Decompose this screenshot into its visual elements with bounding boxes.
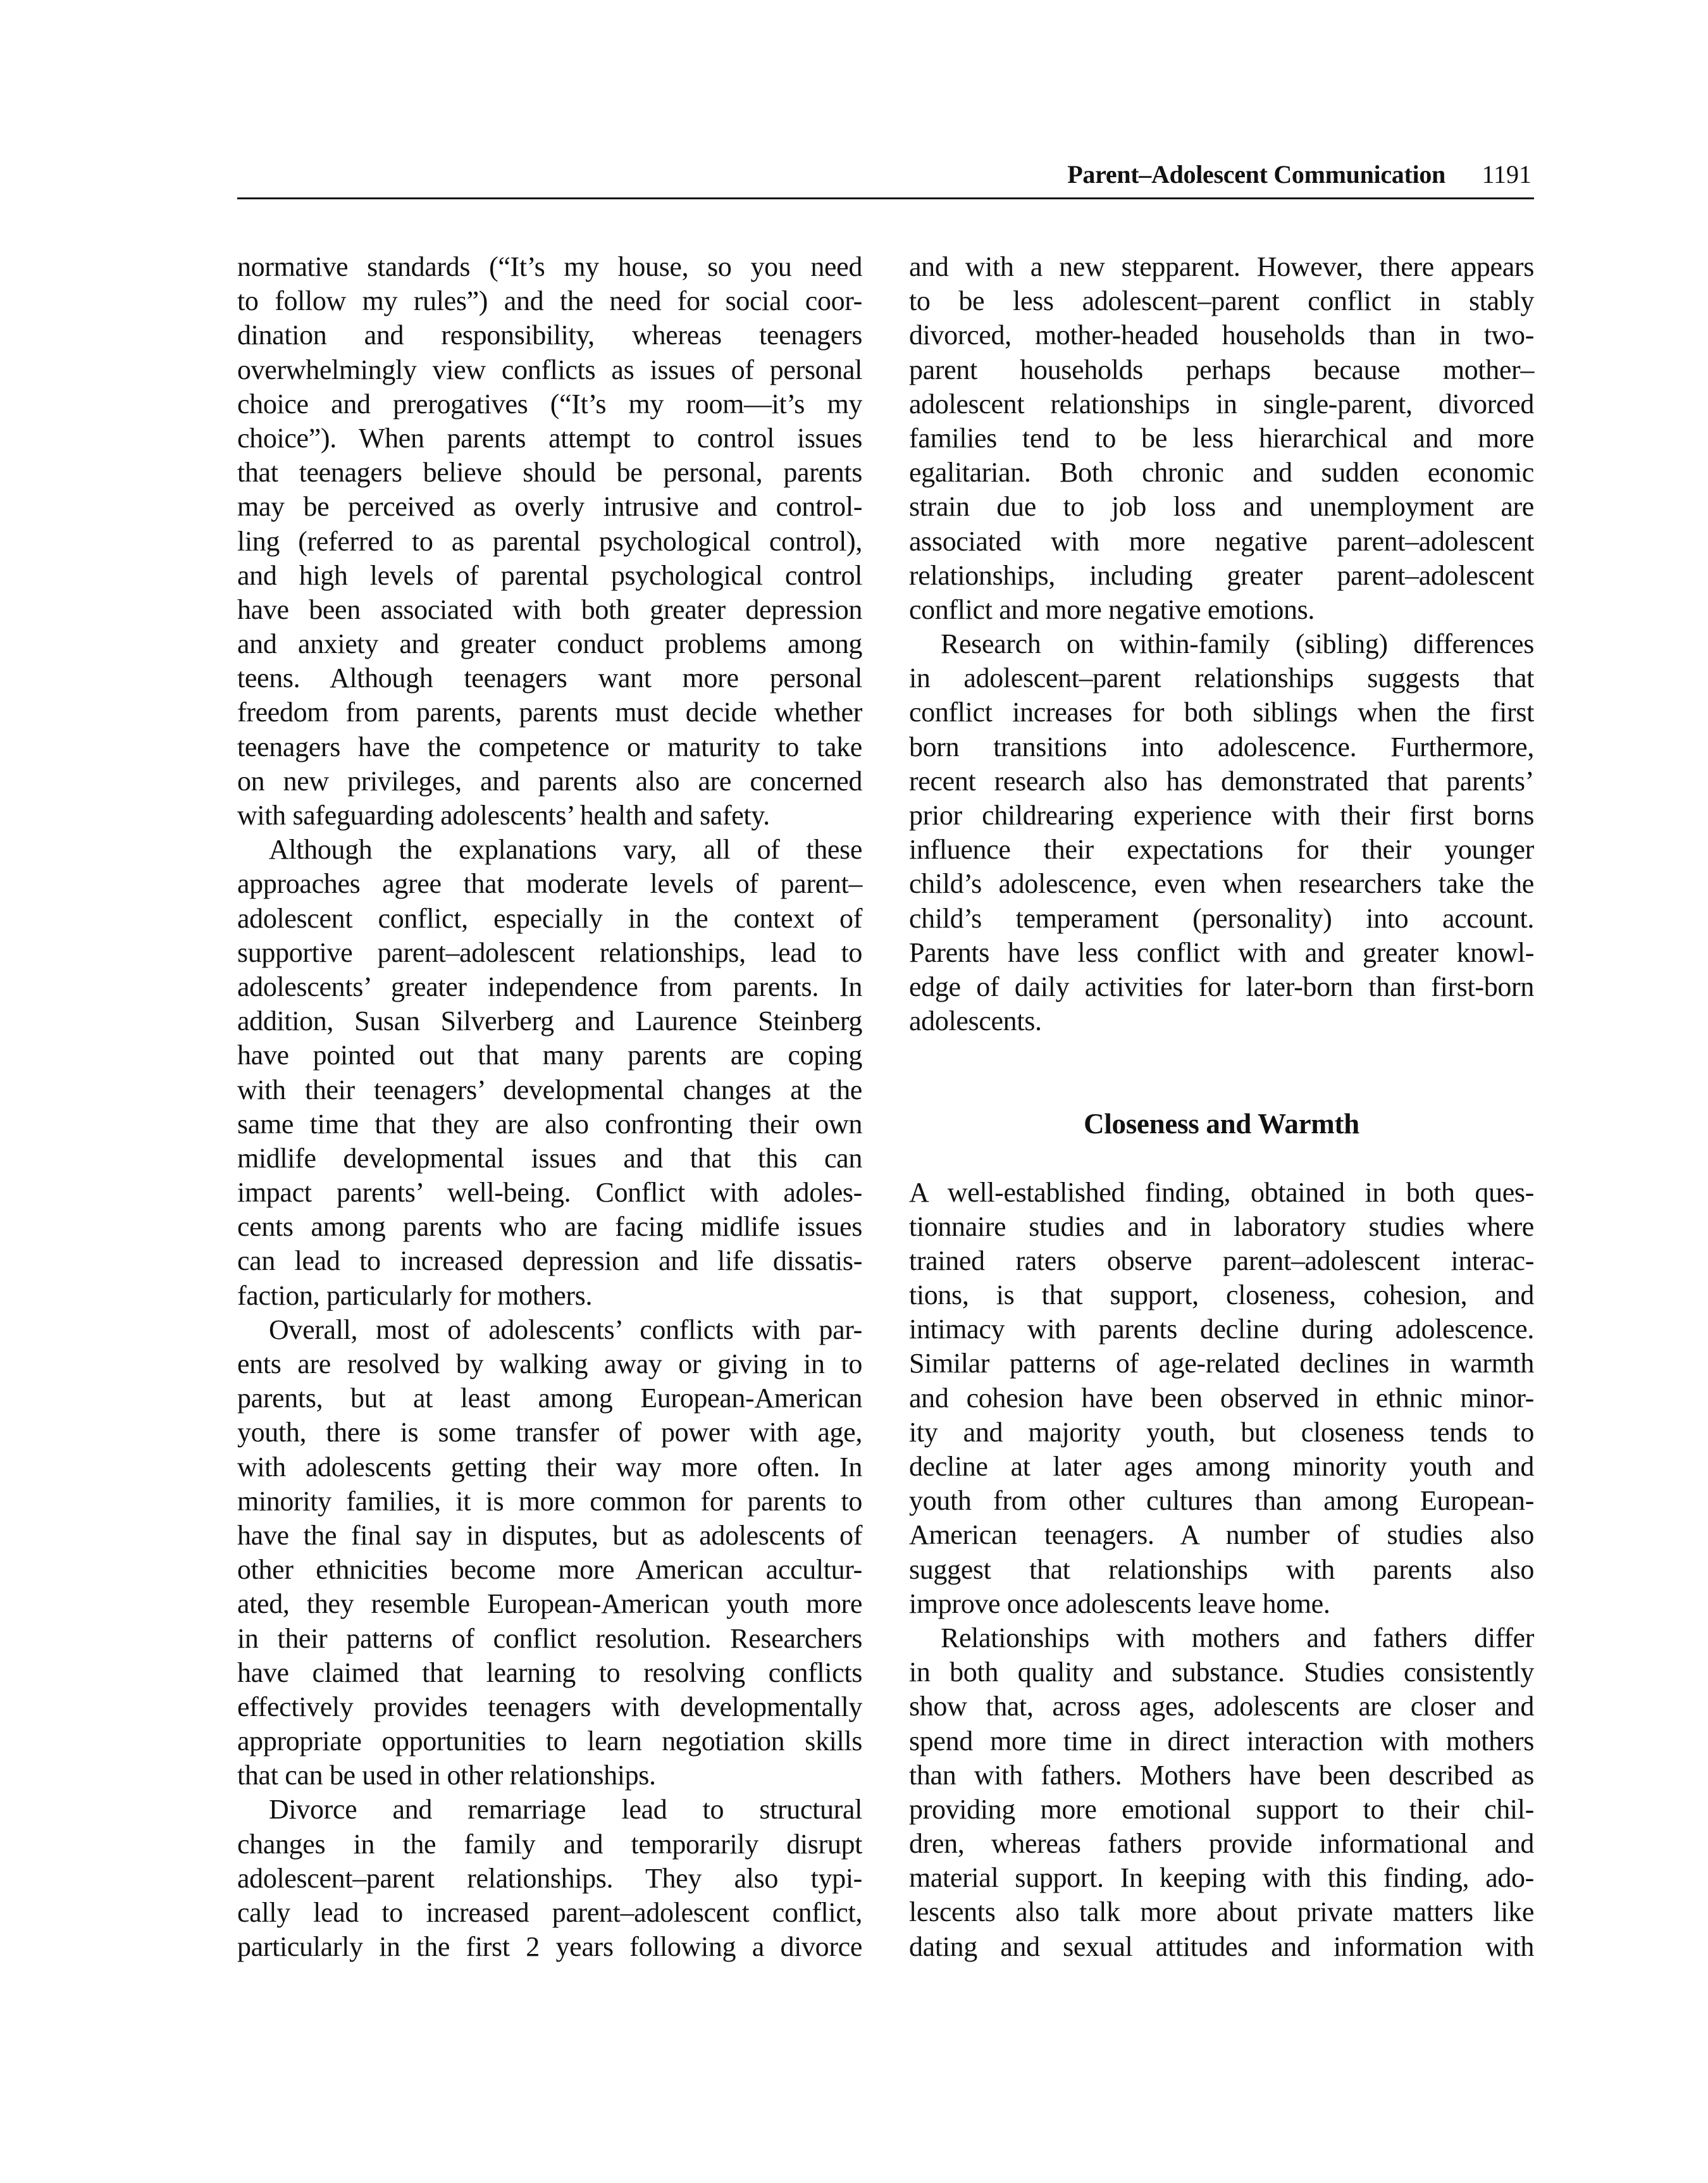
text-line-content: cents among parents who are facing midlife issues (237, 1211, 862, 1243)
text-line-content: dination and responsibility, whereas teenagers (237, 320, 862, 351)
text-line (237, 1004, 862, 1038)
text-line (909, 1621, 1534, 1655)
text-line (237, 490, 862, 524)
text-line-content: that can be used in other relationships. (237, 1760, 656, 1791)
text-line (909, 456, 1534, 490)
text-line (237, 1176, 862, 1210)
text-line-content: ity and majority youth, but closeness tends to (909, 1416, 1534, 1448)
text-line-content: youth from other cultures than among European- (909, 1485, 1534, 1517)
text-line (237, 867, 862, 901)
text-line (237, 970, 862, 1004)
text-line (237, 1690, 862, 1724)
text-line-content: may be perceived as overly intrusive and control- (237, 491, 862, 523)
section-heading: Closeness and Warmth (1084, 1108, 1359, 1140)
text-line (237, 1656, 862, 1690)
text-line (237, 1381, 862, 1415)
text-line-content: Relationships with mothers and fathers differ (941, 1622, 1534, 1653)
text-line-content: in their patterns of conflict resolution. Researchers (237, 1622, 862, 1654)
text-line (237, 250, 862, 284)
text-line-content: teens. Although teenagers want more personal (237, 662, 862, 694)
text-line (909, 1930, 1534, 1964)
text-line (237, 1347, 862, 1381)
text-line-content: impact parents’ well-being. Conflict with adoles- (237, 1177, 862, 1209)
text-line-content: American teenagers. A number of studies also (909, 1519, 1534, 1551)
text-line (237, 730, 862, 764)
text-line-content: recent research also has demonstrated that parents’ (909, 765, 1534, 797)
text-line (909, 1210, 1534, 1244)
text-line-content: in adolescent–parent relationships suggests that (909, 662, 1534, 694)
text-line (909, 1312, 1534, 1346)
text-line-content: improve once adolescents leave home. (909, 1588, 1330, 1619)
text-line (237, 1896, 862, 1930)
paragraph (237, 250, 862, 833)
text-line-content: conflict increases for both siblings when the first (909, 697, 1534, 728)
text-line-content: and anxiety and greater conduct problems among (237, 628, 862, 660)
text-line (909, 421, 1534, 456)
text-line (909, 1278, 1534, 1312)
text-line (909, 1861, 1534, 1895)
text-line (909, 1895, 1534, 1929)
text-line-content: Although the explanations vary, all of these (269, 834, 862, 866)
text-line-content: A well-established finding, obtained in both ques- (909, 1176, 1534, 1208)
text-line-content: approaches agree that moderate levels of parent– (237, 868, 862, 900)
text-line (237, 1107, 862, 1141)
text-line (909, 867, 1534, 901)
text-line (237, 936, 862, 970)
text-line (909, 1518, 1534, 1552)
text-line (237, 1279, 862, 1313)
text-line-content: cally lead to increased parent–adolescent conflict, (237, 1897, 862, 1928)
text-line (909, 1553, 1534, 1587)
text-line (909, 1176, 1534, 1210)
text-line (909, 387, 1534, 421)
text-line-content: edge of daily activities for later-born than first-born (909, 971, 1534, 1002)
text-line-content: dren, whereas fathers provide informational and (909, 1828, 1534, 1860)
text-line-content: child’s adolescence, even when researchers take the (909, 868, 1534, 900)
text-line-content: adolescent–parent relationships. They also typi- (237, 1862, 862, 1894)
text-line (237, 1827, 862, 1862)
left-column (237, 250, 862, 1964)
text-line (237, 1484, 862, 1519)
paragraph (909, 627, 1534, 1038)
text-line-content: in both quality and substance. Studies consistently (909, 1657, 1534, 1688)
right-column-text-after-heading (909, 1176, 1534, 1964)
text-line (237, 799, 862, 833)
text-line-content: changes in the family and temporarily disrupt (237, 1828, 862, 1860)
text-line-content: than with fathers. Mothers have been described as (909, 1759, 1534, 1791)
running-head (237, 152, 1534, 190)
text-line (237, 1587, 862, 1621)
text-line-content: have been associated with both greater depression (237, 594, 862, 625)
text-line (237, 1519, 862, 1553)
paragraph (909, 1176, 1534, 1621)
text-line (237, 1553, 862, 1587)
text-line-content: same time that they are also confronting their own (237, 1108, 862, 1140)
text-line (237, 284, 862, 318)
text-line-content: dating and sexual attitudes and information with (909, 1931, 1534, 1962)
text-line-content: minority families, it is more common for parents to (237, 1485, 862, 1517)
paragraph (237, 833, 862, 1313)
text-line (237, 627, 862, 661)
text-line-content: providing more emotional support to their chil- (909, 1793, 1534, 1825)
text-line-content: adolescent conflict, especially in the context of (237, 902, 862, 934)
text-line-content: decline at later ages among minority youth and (909, 1451, 1534, 1482)
text-line-content: ling (referred to as parental psychological control), (237, 525, 862, 557)
text-line-content: Research on within-family (sibling) differences (941, 628, 1534, 660)
text-line-content: divorced, mother-headed households than in two- (909, 320, 1534, 351)
text-line (909, 1655, 1534, 1689)
text-line-content: relationships, including greater parent–adolescent (909, 559, 1534, 591)
text-line-content: with adolescents getting their way more often. In (237, 1451, 862, 1483)
text-line (237, 1930, 862, 1964)
text-line-content: that teenagers believe should be personal, parents (237, 457, 862, 488)
text-line-content: with their teenagers’ developmental changes at the (237, 1074, 862, 1105)
text-line-content: Similar patterns of age-related declines in warmth (909, 1348, 1534, 1379)
text-line (909, 559, 1534, 593)
text-line (909, 490, 1534, 524)
text-line (237, 1793, 862, 1827)
text-line-content: midlife developmental issues and that this can (237, 1142, 862, 1174)
text-line-content: other ethnicities become more American accultur- (237, 1554, 862, 1586)
right-column-text-before-heading (909, 250, 1534, 1038)
text-line (909, 1724, 1534, 1758)
text-line-content: particularly in the first 2 years following a divorce (237, 1931, 862, 1963)
text-line-content: Overall, most of adolescents’ conflicts with par- (269, 1314, 862, 1345)
heading-spacer-bottom (909, 1141, 1534, 1176)
text-line (237, 1622, 862, 1656)
text-line (237, 902, 862, 936)
text-line (237, 421, 862, 456)
text-line-content: tionnaire studies and in laboratory studies where (909, 1210, 1534, 1242)
text-line (909, 1484, 1534, 1518)
paragraph (909, 250, 1534, 627)
text-line (909, 525, 1534, 559)
text-line (909, 764, 1534, 799)
text-line-content: suggest that relationships with parents also (909, 1553, 1534, 1585)
text-line (237, 1244, 862, 1278)
text-line (237, 387, 862, 421)
text-line-content: tions, is that support, closeness, cohesion, and (909, 1279, 1534, 1311)
text-line-content: material support. In keeping with this finding, ado- (909, 1862, 1534, 1894)
text-line (909, 1415, 1534, 1450)
text-line (909, 970, 1534, 1004)
paragraph (909, 1621, 1534, 1964)
text-line (909, 284, 1534, 318)
text-line (237, 1724, 862, 1758)
text-line-content: adolescents. (909, 1005, 1042, 1037)
text-line (237, 764, 862, 799)
text-line-content: prior childrearing experience with their first borns (909, 800, 1534, 831)
text-line-content: lescents also talk more about private matters like (909, 1896, 1534, 1928)
text-line (909, 695, 1534, 730)
text-line-content: adolescent relationships in single-parent, divorced (909, 388, 1534, 420)
text-line-content: with safeguarding adolescents’ health and safety. (237, 800, 770, 831)
text-line-content: to follow my rules”) and the need for social coor- (237, 285, 862, 317)
text-line-content: and cohesion have been observed in ethnic minor- (909, 1382, 1534, 1414)
text-line-content: influence their expectations for their younger (909, 834, 1534, 866)
running-title: Parent–Adolescent Communication (1067, 160, 1445, 189)
text-line-content: effectively provides teenagers with developmentally (237, 1691, 862, 1722)
text-line (237, 1038, 862, 1073)
text-line-content: egalitarian. Both chronic and sudden economic (909, 457, 1534, 488)
text-line-content: freedom from parents, parents must decide whether (237, 697, 862, 728)
text-line-content: show that, across ages, adolescents are closer and (909, 1691, 1534, 1722)
text-line (909, 627, 1534, 661)
text-line (237, 456, 862, 490)
text-line-content: Parents have less conflict with and greater knowl- (909, 936, 1534, 968)
text-line-content: associated with more negative parent–adolescent (909, 525, 1534, 557)
text-line (237, 353, 862, 387)
text-line-content: overwhelmingly view conflicts as issues of personal (237, 354, 862, 385)
text-line-content: to be less adolescent–parent conflict in stably (909, 285, 1534, 317)
text-line-content: intimacy with parents decline during adolescence. (909, 1314, 1534, 1345)
text-line-content: and with a new stepparent. However, there appears (909, 251, 1534, 282)
header-rule (237, 197, 1534, 199)
text-line-content: and high levels of parental psychological control (237, 559, 862, 591)
text-line-content: have pointed out that many parents are coping (237, 1040, 862, 1071)
text-line-content: faction, particularly for mothers. (237, 1279, 593, 1311)
text-line-content: can lead to increased depression and life dissatis- (237, 1245, 862, 1277)
heading-spacer-top (909, 1038, 1534, 1107)
text-line-content: strain due to job loss and unemployment are (909, 491, 1534, 523)
text-line (909, 593, 1534, 627)
text-line (237, 833, 862, 867)
text-line-content: normative standards (“It’s my house, so you need (237, 251, 862, 282)
text-line (909, 1758, 1534, 1793)
text-line-content: child’s temperament (personality) into account. (909, 902, 1534, 934)
text-line (909, 833, 1534, 867)
page-number: 1191 (1482, 160, 1532, 189)
text-line (237, 1073, 862, 1107)
text-line-content: adolescents’ greater independence from parents. In (237, 971, 862, 1002)
text-line (909, 1793, 1534, 1827)
text-line (237, 1862, 862, 1896)
text-line (237, 1313, 862, 1347)
text-line-content: ents are resolved by walking away or giving in to (237, 1348, 862, 1379)
text-line (909, 1381, 1534, 1415)
text-line-content: ated, they resemble European-American youth more (237, 1588, 862, 1620)
text-line (237, 1141, 862, 1176)
text-line (237, 1210, 862, 1244)
text-line (909, 250, 1534, 284)
text-line-content: appropriate opportunities to learn negotiation skills (237, 1726, 862, 1757)
text-line (909, 1450, 1534, 1484)
paragraph (237, 1313, 862, 1793)
text-line (237, 661, 862, 695)
text-line-content: choice”). When parents attempt to control issues (237, 422, 862, 454)
text-line-content: families tend to be less hierarchical and more (909, 422, 1534, 454)
text-line-content: addition, Susan Silverberg and Laurence Steinberg (237, 1005, 862, 1037)
text-line-content: supportive parent–adolescent relationships, lead to (237, 936, 862, 968)
text-line-content: choice and prerogatives (“It’s my room—it’s my (237, 388, 862, 420)
text-line-content: Divorce and remarriage lead to structural (269, 1794, 862, 1825)
text-line (237, 559, 862, 593)
text-line (237, 1415, 862, 1450)
text-line (909, 1004, 1534, 1038)
text-line-content: have claimed that learning to resolving conflicts (237, 1657, 862, 1688)
text-line (909, 730, 1534, 764)
text-line (909, 1587, 1534, 1621)
text-line (909, 1346, 1534, 1381)
text-line (237, 1450, 862, 1484)
text-line-content: have the final say in disputes, but as adolescents of (237, 1519, 862, 1551)
text-line (237, 525, 862, 559)
text-line-content: parent households perhaps because mother– (909, 354, 1534, 385)
text-line-content: parents, but at least among European-American (237, 1383, 862, 1414)
text-line-content: teenagers have the competence or maturity to take (237, 731, 862, 762)
text-line (909, 799, 1534, 833)
text-line (909, 902, 1534, 936)
text-line (237, 695, 862, 730)
text-line-content: spend more time in direct interaction with mothers (909, 1725, 1534, 1757)
text-line (237, 1758, 862, 1793)
paragraph (237, 1793, 862, 1964)
text-line (909, 318, 1534, 352)
text-line-content: conflict and more negative emotions. (909, 594, 1315, 625)
text-line (909, 1244, 1534, 1278)
text-line-content: on new privileges, and parents also are concerned (237, 765, 862, 797)
text-line (237, 318, 862, 352)
text-line (909, 1689, 1534, 1724)
text-line-content: youth, there is some transfer of power with age, (237, 1417, 862, 1448)
text-line-content: born transitions into adolescence. Furthermore, (909, 731, 1534, 762)
text-line (909, 661, 1534, 695)
text-line (237, 593, 862, 627)
text-line (909, 353, 1534, 387)
text-line-content: trained raters observe parent–adolescent interac- (909, 1245, 1534, 1276)
text-line (909, 936, 1534, 970)
right-column (909, 250, 1534, 1964)
text-line (909, 1827, 1534, 1861)
